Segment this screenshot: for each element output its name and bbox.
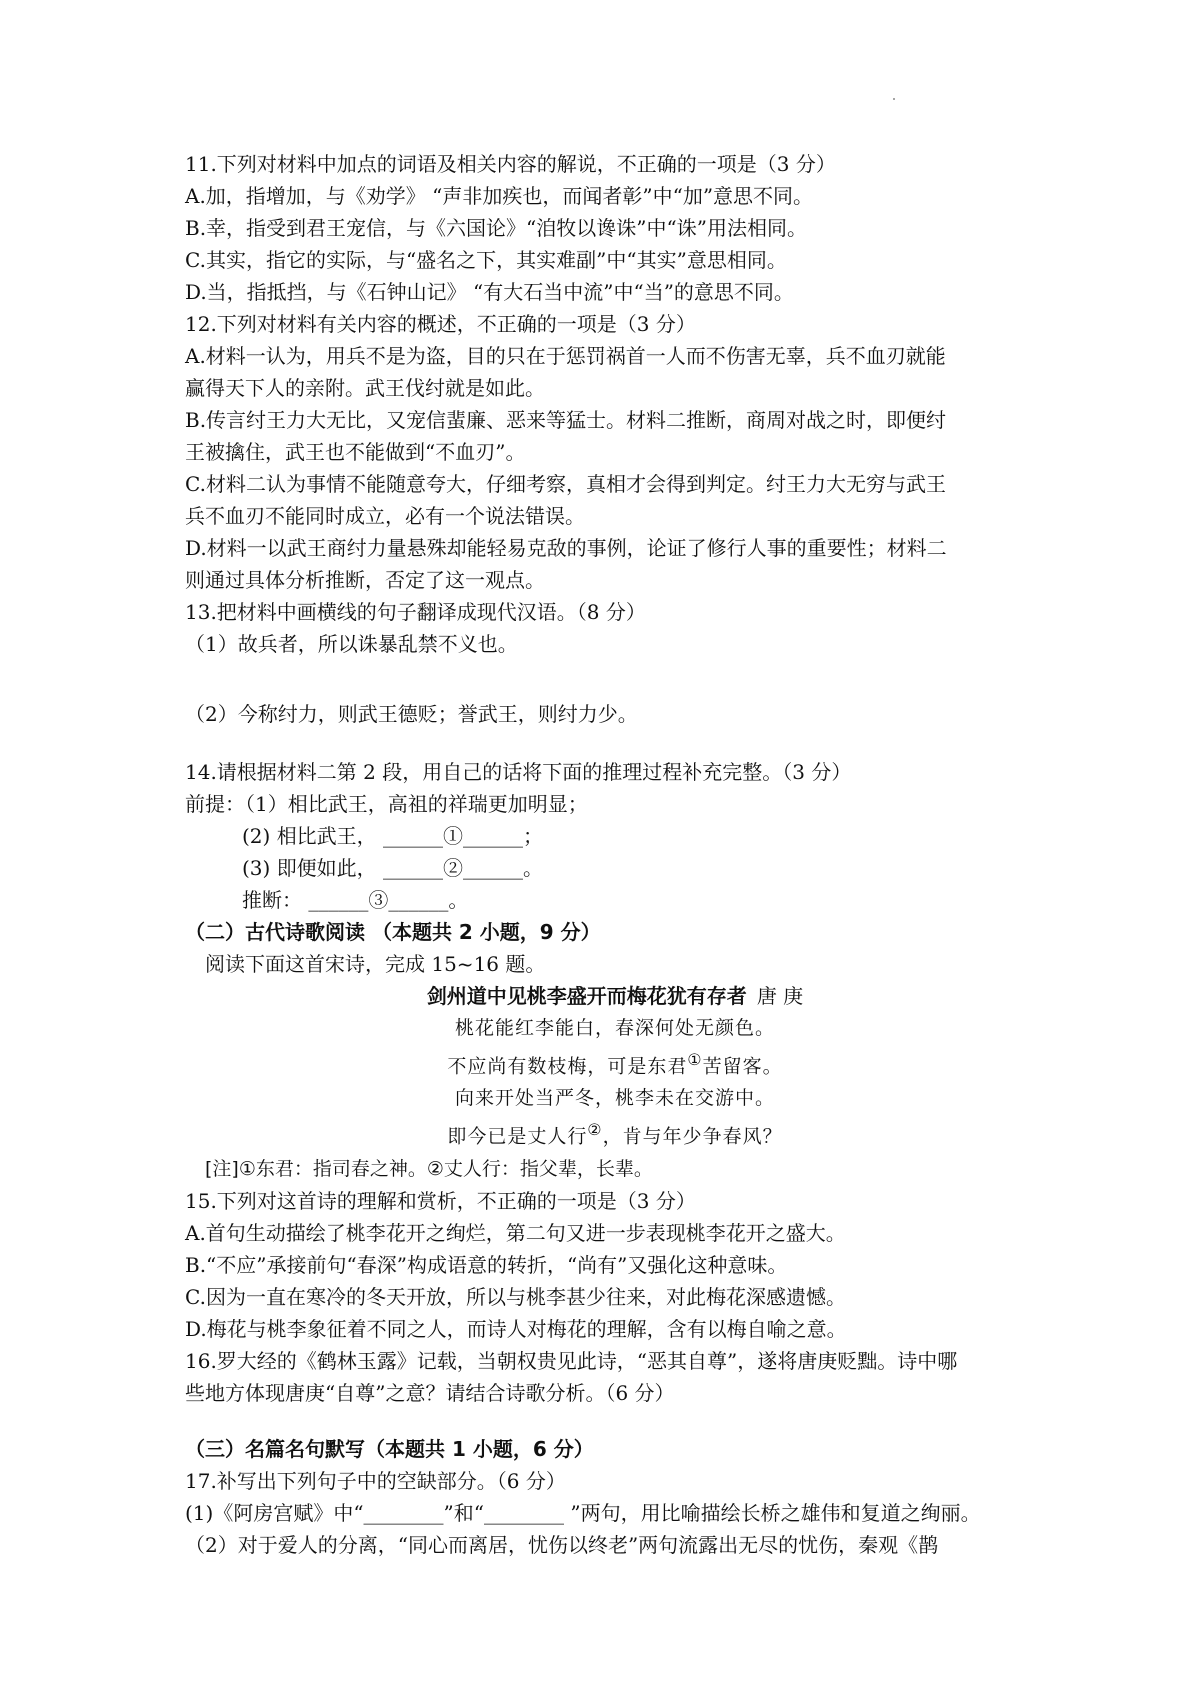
q15-option-c: C.因为一直在寒冷的冬天开放，所以与桃李甚少往来，对此梅花深感遗憾。	[185, 1284, 846, 1309]
poem-line-3: 向来开处当严冬，桃李未在交游中。	[454, 1087, 775, 1110]
q14-premise-3: (3) 即便如此， ______②______。	[242, 856, 544, 880]
section2-intro: 阅读下面这首宋诗，完成 15~16 题。	[205, 952, 546, 976]
section2-heading: （二）古代诗歌阅读 （本题共 2 小题，9 分）	[185, 920, 601, 944]
poem-line-1: 桃花能红李能白，春深何处无颜色。	[454, 1017, 775, 1039]
q16-line-2: 些地方体现唐庚“自尊”之意？请结合诗歌分析。（6 分）	[185, 1380, 675, 1405]
q12-option-a-line1: A.材料一认为，用兵不是为盗，目的只在于惩罚祸首一人而不伤害无辜，兵不血刃就能	[185, 344, 946, 368]
poem-line-4-part-a: 即今已是丈人行	[447, 1125, 588, 1148]
q12-option-c-line2: 兵不血刃不能同时成立，必有一个说法错误。	[185, 504, 585, 528]
q12-stem: 12.下列对材料有关内容的概述，不正确的一项是（3 分）	[185, 312, 696, 336]
q14-premise-1: 前提：（1）相比武王，高祖的祥瑞更加明显；	[185, 792, 588, 816]
q15-stem: 15.下列对这首诗的理解和赏析，不正确的一项是（3 分）	[185, 1188, 696, 1213]
poem-line-4-part-b: ，肯与年少争春风？	[602, 1125, 783, 1148]
q12-option-a-line2: 赢得天下人的亲附。武王伐纣就是如此。	[185, 376, 545, 400]
poem-note: [注]①东君：指司春之神。②丈人行：指父辈，长辈。	[205, 1157, 653, 1180]
q17-sentence-1: (1)《阿房宫赋》中“________”和“________ ”两句，用比喻描绘长桥之雄伟和复道之绚丽。	[185, 1500, 981, 1525]
q11-option-d: D.当，指抵挡，与《石钟山记》 “有大石当中流”中“当”的意思不同。	[185, 280, 794, 304]
poem-title: 剑州道中见桃李盛开而梅花犹有存者	[426, 984, 747, 1008]
poem-title-line	[185, 980, 1045, 1012]
q12-option-c-line1: C.材料二认为事情不能随意夸大，仔细考察，真相才会得到判定。纣王力大无穷与武王	[185, 472, 946, 496]
q15-option-b: B.“不应”承接前句“春深”构成语意的转折，“尚有”又强化这种意味。	[185, 1252, 788, 1277]
q13-sentence-2: （2）今称纣力，则武王德贬；誉武王，则纣力少。	[185, 702, 638, 726]
q14-inference: 推断： ______③______。	[242, 888, 469, 912]
scan-speck	[893, 98, 895, 100]
q12-option-b-line2: 王被擒住，武王也不能做到“不血刃”。	[185, 440, 526, 464]
q17-sentence-2: （2）对于爱人的分离，“同心而离居，忧伤以终老”两句流露出无尽的忧伤，秦观《鹊	[185, 1532, 939, 1557]
q15-option-a: A.首句生动描绘了桃李花开之绚烂，第二句又进一步表现桃李花开之盛大。	[185, 1220, 846, 1245]
poem-line-2-part-b: 苦留客。	[702, 1055, 783, 1078]
q16-line-1: 16.罗大经的《鹤林玉露》记载，当朝权贵见此诗，“恶其自尊”，遂将唐庚贬黜。诗中哪	[185, 1348, 958, 1373]
q12-option-d-line1: D.材料一以武王商纣力量悬殊却能轻易克敌的事例，论证了修行人事的重要性；材料二	[185, 536, 947, 560]
q14-premise-2: (2) 相比武王， ______①______；	[242, 824, 544, 848]
q11-option-c: C.其实，指它的实际，与“盛名之下，其实难副”中“其实”意思相同。	[185, 248, 787, 272]
poem-line-2	[185, 1044, 1045, 1082]
poem-line-4	[185, 1114, 1045, 1152]
q11-option-a: A.加，指增加，与《劝学》 “声非加疾也，而闻者彰”中“加”意思不同。	[185, 184, 814, 208]
q12-option-b-line1: B.传言纣王力大无比，又宠信蜚廉、恶来等猛士。材料二推断，商周对战之时，即便纣	[185, 408, 947, 432]
section3-heading: （三）名篇名句默写（本题共 1 小题，6 分）	[185, 1436, 594, 1461]
q13-sentence-1: （1）故兵者，所以诛暴乱禁不义也。	[185, 632, 518, 656]
q14-stem: 14.请根据材料二第 2 段，用自己的话将下面的推理过程补充完整。（3 分）	[185, 760, 852, 784]
q13-stem: 13.把材料中画横线的句子翻译成现代汉语。（8 分）	[185, 600, 646, 624]
q12-option-d-line2: 则通过具体分析推断，否定了这一观点。	[185, 568, 545, 592]
q15-option-d: D.梅花与桃李象征着不同之人，而诗人对梅花的理解，含有以梅自喻之意。	[185, 1316, 847, 1341]
exam-page	[185, 148, 1045, 1561]
q11-stem: 11.下列对材料中加点的词语及相关内容的解说，不正确的一项是（3 分）	[185, 152, 836, 176]
footnote-marker-1: ①	[687, 1050, 703, 1069]
q17-stem: 17.补写出下列句子中的空缺部分。（6 分）	[185, 1468, 566, 1493]
poem-author: 唐 庚	[756, 984, 804, 1008]
q11-option-b: B.幸，指受到君王宠信，与《六国论》“洎牧以谗诛”中“诛”用法相同。	[185, 216, 807, 240]
footnote-marker-2: ②	[587, 1120, 603, 1140]
poem-line-2-part-a: 不应尚有数枝梅，可是东君	[447, 1055, 688, 1078]
